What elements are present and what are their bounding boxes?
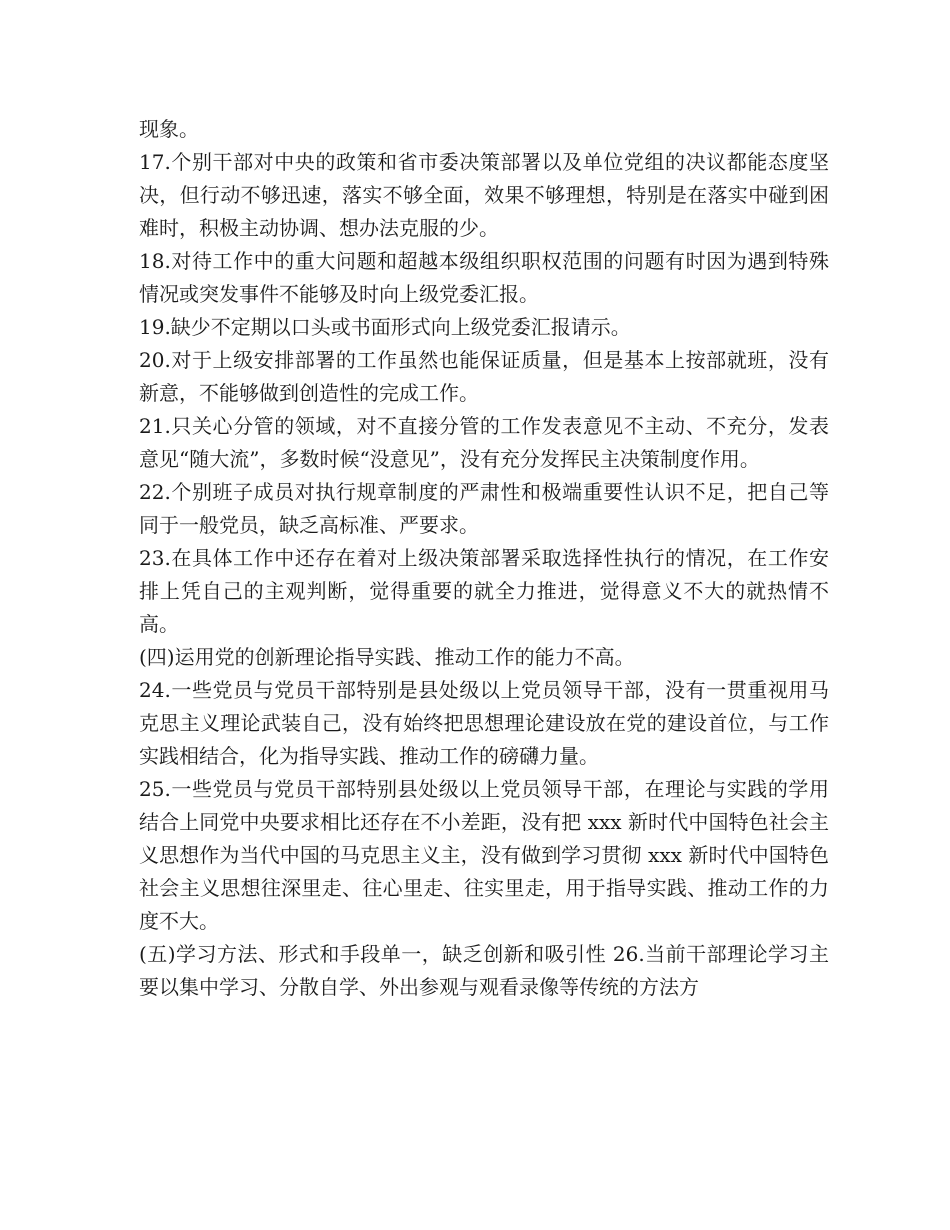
paragraph-item-24: 24.一些党员与党员干部特别是县处级以上党员领导干部，没有一贯重视用马克思主义理论武装自己，没有始终把思想理论建设放在党的建设首位，与工作实践相结合，化为指导实践、推动工作的磅礴力量。 bbox=[139, 678, 829, 768]
paragraph-item-19: 19.缺少不定期以口头或书面形式向上级党委汇报请示。 bbox=[139, 315, 631, 339]
document-body bbox=[139, 113, 829, 1004]
paragraph-item-18: 18.对待工作中的重大问题和超越本级组织职权范围的问题有时因为遇到特殊情况或突发事件不能够及时向上级党委汇报。 bbox=[139, 249, 829, 306]
paragraph-item-22: 22.个别班子成员对执行规章制度的严肃性和极端重要性认识不足，把自己等同于一般党员，缺乏高标准、严要求。 bbox=[139, 480, 829, 537]
section-heading-4: (四)运用党的创新理论指导实践、推动工作的能力不高。 bbox=[139, 645, 635, 669]
paragraph-item-20: 20.对于上级安排部署的工作虽然也能保证质量，但是基本上按部就班，没有新意，不能够做到创造性的完成工作。 bbox=[139, 348, 829, 405]
paragraph-item-25: 25.一些党员与党员干部特别县处级以上党员领导干部，在理论与实践的学用结合上同党中央要求相比还存在不小差距，没有把 xxx 新时代中国特色社会主义思想作为当代中国的马克思主义主，没有做到学习贯彻 xxx 新时代中国特色社会主义思想往深里走、往心里走、往实里走，用于指导实践、推动工作的力度不大。 bbox=[139, 777, 829, 933]
paragraph-item-17: 17.个别干部对中央的政策和省市委决策部署以及单位党组的决议都能态度坚决，但行动不够迅速，落实不够全面，效果不够理想，特别是在落实中碰到困难时，积极主动协调、想办法克服的少。 bbox=[139, 150, 829, 240]
section-heading-5: (五)学习方法、形式和手段单一，缺乏创新和吸引性 26.当前干部理论学习主要以集中学习、分散自学、外出参观与观看录像等传统的方法方 bbox=[139, 942, 829, 999]
paragraph-continuation: 现象。 bbox=[139, 117, 199, 141]
paragraph-item-23: 23.在具体工作中还存在着对上级决策部署采取选择性执行的情况，在工作安排上凭自己的主观判断，觉得重要的就全力推进，觉得意义不大的就热情不高。 bbox=[139, 546, 829, 636]
paragraph-item-21: 21.只关心分管的领域，对不直接分管的工作发表意见不主动、不充分，发表意见“随大流”，多数时候“没意见”，没有充分发挥民主决策制度作用。 bbox=[139, 414, 829, 471]
